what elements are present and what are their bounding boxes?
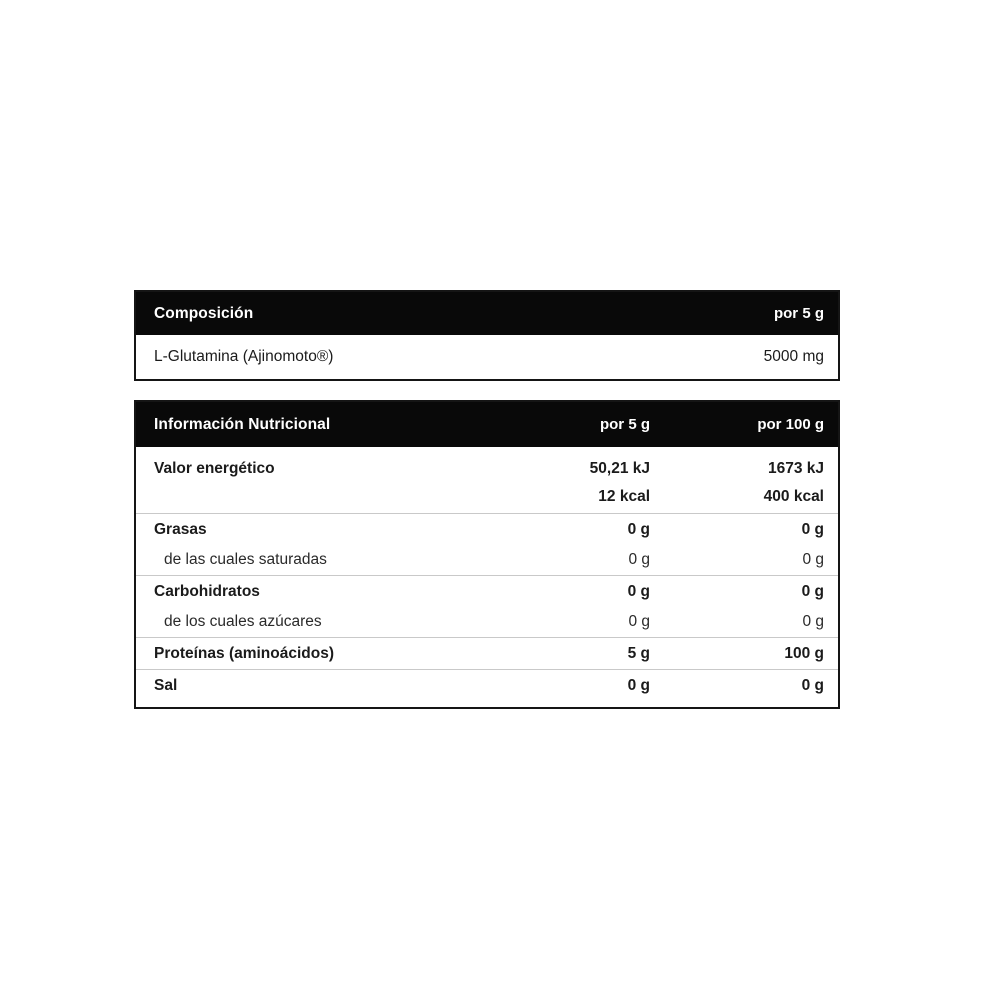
- nutrition-row-per-serving: 0 g: [627, 582, 650, 600]
- nutrition-row-per-100g: 0 g: [802, 613, 824, 630]
- nutrition-header-per-serving: por 5 g: [599, 416, 650, 433]
- nutrition-row-per-100g: 0 g: [801, 520, 824, 538]
- nutrition-row-per-100g: 400 kcal: [763, 488, 824, 505]
- nutrition-row-per-serving: 0 g: [627, 676, 650, 694]
- composition-row-per-serving: 5000 mg: [763, 348, 824, 365]
- nutrition-row-label: Carbohidratos: [154, 582, 260, 600]
- composition-row-label: L-Glutamina (Ajinomoto®): [154, 348, 334, 365]
- composition-table: [134, 290, 840, 381]
- nutrition-row-per-100g: 1673 kJ: [767, 460, 824, 477]
- table-bottom-spacer: [136, 701, 838, 719]
- nutrition-row-per-100g: 100 g: [784, 644, 824, 662]
- nutrition-row-label: Valor energético: [154, 460, 275, 477]
- nutrition-row-label: Grasas: [154, 520, 207, 538]
- nutrition-row-label: Proteínas (aminoácidos): [154, 644, 335, 662]
- nutrition-row-per-serving: 0 g: [628, 613, 650, 630]
- nutrition-table-header-row: [136, 402, 838, 447]
- table-row: [136, 481, 838, 513]
- table-row: [136, 575, 838, 607]
- nutrition-row-per-serving: 0 g: [627, 520, 650, 538]
- table-row: [136, 335, 838, 379]
- nutrition-row-label: de las cuales saturadas: [164, 551, 327, 568]
- table-row: [136, 545, 838, 575]
- nutrition-row-label: Sal: [154, 676, 178, 694]
- nutrition-row-per-serving: 12 kcal: [598, 488, 650, 505]
- table-row: [136, 513, 838, 545]
- nutrition-row-per-100g: 0 g: [801, 676, 824, 694]
- nutrition-row-per-serving: 50,21 kJ: [589, 460, 650, 477]
- nutrition-row-per-serving: 0 g: [628, 551, 650, 568]
- nutrition-row-per-serving: 5 g: [627, 644, 650, 662]
- nutrition-header-per-100g: por 100 g: [757, 416, 824, 433]
- composition-header-label: Composición: [154, 304, 254, 322]
- nutrition-row-label: de los cuales azúcares: [164, 613, 322, 630]
- nutrition-row-per-100g: 0 g: [801, 582, 824, 600]
- table-row: [136, 669, 838, 701]
- table-row: [136, 607, 838, 637]
- table-row: [136, 637, 838, 669]
- composition-table-header-row: [136, 292, 838, 335]
- nutrition-row-per-100g: 0 g: [802, 551, 824, 568]
- nutrition-table: [134, 400, 840, 709]
- nutrition-header-label: Información Nutricional: [154, 415, 331, 433]
- composition-header-per-serving: por 5 g: [773, 305, 824, 322]
- table-row: [136, 447, 838, 481]
